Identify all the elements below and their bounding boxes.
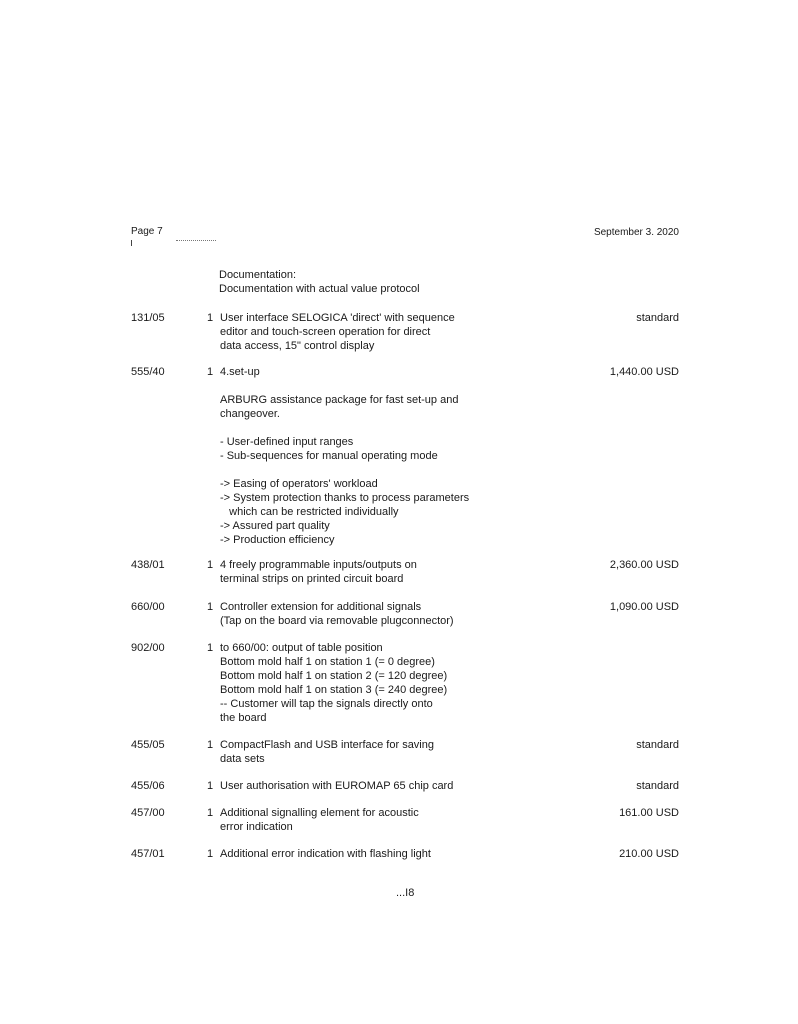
item-code: 457/01 (131, 848, 165, 860)
description-line: - User-defined input ranges (220, 436, 354, 448)
description-line: changeover. (220, 408, 280, 420)
description-gap (220, 421, 520, 435)
description-line: ARBURG assistance package for fast set-up and (220, 394, 459, 406)
description-line: Additional error indication with flashing light (220, 848, 431, 860)
item-price: standard (636, 312, 679, 324)
description-gap (220, 463, 520, 477)
item-code: 438/01 (131, 559, 165, 571)
description-line: -> Production efficiency (220, 534, 335, 546)
item-description (220, 806, 520, 834)
item-code: 902/00 (131, 642, 165, 654)
description-gap (220, 379, 520, 393)
scan-smudge (176, 240, 216, 242)
page-continuation: ...I8 (396, 887, 415, 899)
description-line: (Tap on the board via removable plugconnector) (220, 615, 454, 627)
description-line: Additional signalling element for acoustic (220, 807, 419, 819)
item-code: 660/00 (131, 601, 165, 613)
item-code: 455/06 (131, 780, 165, 792)
item-quantity: 1 (207, 848, 214, 860)
item-code: 131/05 (131, 312, 165, 324)
description-line: -> Assured part quality (220, 520, 330, 532)
item-description (220, 738, 520, 766)
description-line: error indication (220, 821, 293, 833)
item-description (220, 600, 520, 628)
description-line: editor and touch-screen operation for direct (220, 326, 431, 338)
intro-line-1: Documentation: (219, 269, 297, 281)
page-number: Page 7 (131, 226, 163, 237)
description-line: -- Customer will tap the signals directly onto (220, 698, 433, 710)
description-line: terminal strips on printed circuit board (220, 573, 404, 585)
documentation-intro (219, 268, 420, 296)
item-price: 1,440.00 USD (609, 366, 679, 378)
document-date: September 3. 2020 (593, 227, 679, 238)
item-code: 455/05 (131, 739, 165, 751)
description-line: the board (220, 712, 267, 724)
description-line: User interface SELOGICA 'direct' with sequence (220, 312, 455, 324)
description-line: Bottom mold half 1 on station 1 (= 0 degree) (220, 656, 435, 668)
item-price: 2,360.00 USD (609, 559, 679, 571)
description-line: Controller extension for additional signals (220, 601, 422, 613)
item-price: standard (636, 780, 679, 792)
item-description (220, 779, 520, 793)
description-line: which can be restricted individually (220, 506, 399, 518)
item-code: 555/40 (131, 366, 165, 378)
description-line: data sets (220, 753, 265, 765)
item-description (220, 311, 520, 353)
description-line: CompactFlash and USB interface for saving (220, 739, 434, 751)
item-price: standard (636, 739, 679, 751)
item-quantity: 1 (207, 739, 214, 751)
item-price: 1,090.00 USD (609, 601, 679, 613)
item-quantity: 1 (207, 366, 214, 378)
item-description (220, 847, 520, 861)
item-price: 161.00 USD (619, 807, 679, 819)
item-description (220, 365, 520, 547)
description-line: -> Easing of operators' workload (220, 478, 378, 490)
description-line: -> System protection thanks to process parameters (220, 492, 470, 504)
item-quantity: 1 (207, 780, 214, 792)
description-line: to 660/00: output of table position (220, 642, 383, 654)
item-description (220, 641, 520, 725)
description-line: User authorisation with EUROMAP 65 chip card (220, 780, 454, 792)
description-line: Bottom mold half 1 on station 2 (= 120 degree) (220, 670, 448, 682)
item-description (220, 558, 520, 586)
description-line: data access, 15" control display (220, 340, 375, 352)
intro-line-2: Documentation with actual value protocol (219, 283, 420, 295)
item-price: 210.00 USD (619, 848, 679, 860)
item-quantity: 1 (207, 601, 214, 613)
description-line: Bottom mold half 1 on station 3 (= 240 degree) (220, 684, 448, 696)
item-code: 457/00 (131, 807, 165, 819)
description-line: 4 freely programmable inputs/outputs on (220, 559, 417, 571)
description-line: 4.set-up (220, 366, 260, 378)
item-quantity: 1 (207, 312, 214, 324)
description-line: - Sub-sequences for manual operating mode (220, 450, 438, 462)
item-quantity: 1 (207, 642, 214, 654)
item-quantity: 1 (207, 807, 214, 819)
item-quantity: 1 (207, 559, 214, 571)
scan-mark (131, 240, 132, 246)
